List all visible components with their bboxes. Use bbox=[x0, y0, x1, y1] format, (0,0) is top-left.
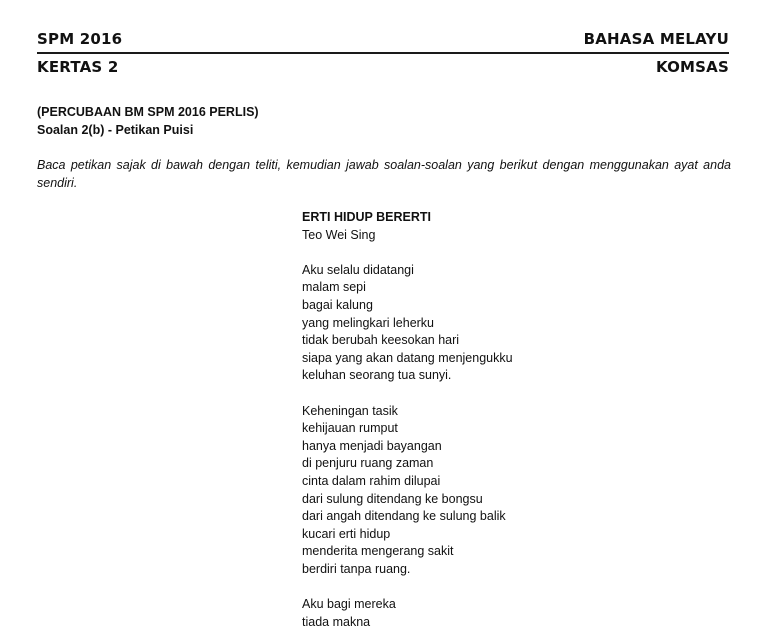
poem-title: ERTI HIDUP BERERTI bbox=[302, 210, 431, 224]
poem-line: hanya menjadi bayangan bbox=[302, 438, 442, 453]
poem-line: malam sepi bbox=[302, 280, 366, 295]
poem-line: cinta dalam rahim dilupai bbox=[302, 473, 441, 488]
stanza-gap bbox=[302, 385, 513, 403]
instruction-text: Baca petikan sajak di bawah dengan teliti, kemudian jawab soalan-soalan yang berikut dengan menggunakan ayat anda sendiri. bbox=[37, 158, 731, 190]
poem-line: kehijauan rumput bbox=[302, 421, 398, 436]
poem-line: berdiri tanpa ruang. bbox=[302, 561, 411, 576]
poem-line: kucari erti hidup bbox=[302, 526, 391, 541]
poem-line: di penjuru ruang zaman bbox=[302, 456, 434, 471]
poem-line: dari angah ditendang ke sulung balik bbox=[302, 509, 506, 524]
poem-line: menderita mengerang sakit bbox=[302, 544, 454, 559]
paper-number: KERTAS 2 bbox=[37, 58, 119, 76]
stanza-gap bbox=[302, 578, 513, 596]
header-bottom-row bbox=[37, 58, 729, 76]
poem-line: tidak berubah keesokan hari bbox=[302, 333, 460, 348]
source-title: (PERCUBAAN BM SPM 2016 PERLIS) bbox=[37, 105, 259, 119]
poem-line: tiada makna bbox=[302, 614, 371, 629]
poem-line: Keheningan tasik bbox=[302, 403, 398, 418]
question-source bbox=[37, 103, 259, 139]
header-divider bbox=[37, 52, 729, 54]
poem-line: Aku selalu didatangi bbox=[302, 262, 414, 277]
stanza-gap bbox=[302, 244, 513, 262]
poem-line: bagai kalung bbox=[302, 297, 373, 312]
subject-name: BAHASA MELAYU bbox=[583, 30, 729, 48]
poem-line: dari sulung ditendang ke bongsu bbox=[302, 491, 483, 506]
poem bbox=[302, 209, 513, 630]
header-top-row bbox=[37, 30, 729, 48]
poem-line: yang melingkari leherku bbox=[302, 315, 435, 330]
poem-line: keluhan seorang tua sunyi. bbox=[302, 368, 452, 383]
section-name: KOMSAS bbox=[655, 58, 729, 76]
exam-year: SPM 2016 bbox=[37, 30, 123, 48]
poem-line: siapa yang akan datang menjengukku bbox=[302, 350, 513, 365]
poem-line: Aku bagi mereka bbox=[302, 597, 396, 612]
poem-author: Teo Wei Sing bbox=[302, 227, 376, 242]
question-label: Soalan 2(b) - Petikan Puisi bbox=[37, 123, 194, 137]
